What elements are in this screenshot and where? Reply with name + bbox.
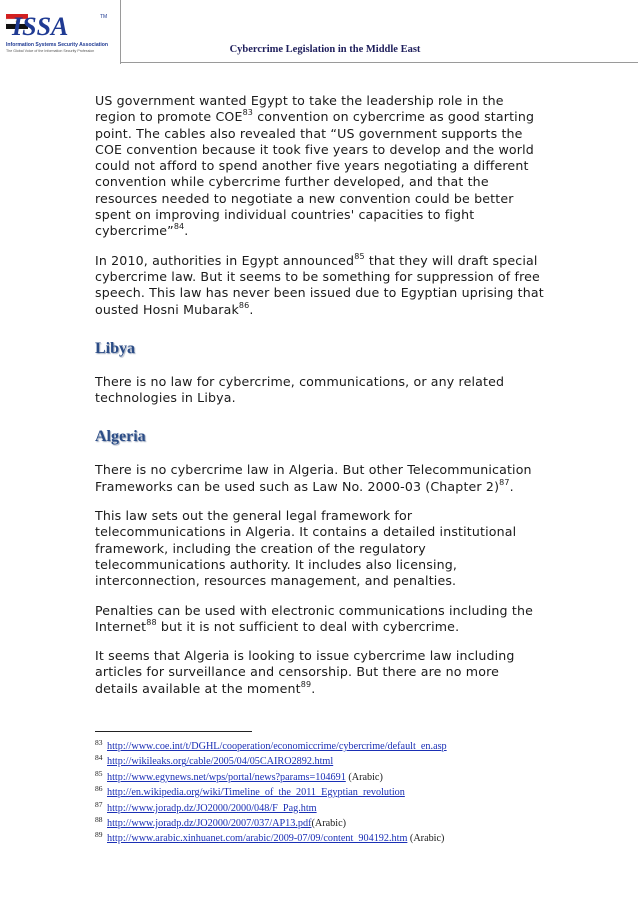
paragraph-algeria-framework: This law sets out the general legal framework for telecommunications in Algeria. It contains a detailed institutional framework, including the creation of the regulatory telecommunications authority. It includes also licensing, interconnection, resources management, and penalties. bbox=[95, 508, 517, 589]
paragraph-algeria-penalties: Penalties can be used with electronic communications including the Internet$^{88}$ but it is not sufficient to deal with cybercrime. bbox=[95, 602, 533, 634]
header-horizontal-divider bbox=[120, 62, 638, 63]
footnote-ref-87[interactable]: 87 bbox=[499, 477, 510, 487]
document-title: Cybercrime Legislation in the Middle East bbox=[229, 44, 421, 55]
footnote-85: 85 http://www.egynews.net/wps/portal/news?params=104691 (Arabic) bbox=[95, 768, 383, 783]
page-body bbox=[95, 93, 545, 710]
footnote-separator bbox=[95, 731, 252, 732]
footnote-link[interactable]: http://www.egynews.net/wps/portal/news?params=104691 bbox=[107, 771, 346, 783]
footnote-84: 84 http://wikileaks.org/cable/2005/04/05CAIRO2892.html bbox=[95, 753, 334, 768]
footnote-link[interactable]: http://wikileaks.org/cable/2005/04/05CAIRO2892.html bbox=[107, 756, 334, 768]
paragraph-egypt-coe: US government wanted Egypt to take the leadership role in the region to promote COE$^{83}$ convention on cybercrime as good starting point. The cables also revealed that “US government supports the COE convention because it took five years to develop and the world could not afford to spend another five years negotiating a different convention while cybercrime further developed, and that the resources needed to negotiate a new convention could be better spent on improving individual countries' capacities to fight cybercrime”$^{84}$. bbox=[95, 93, 535, 239]
footnote-89: 89 http://www.arabic.xinhuanet.com/arabic/2009-07/09/content_904192.htm (Arabic) bbox=[95, 830, 445, 845]
footnote-88: 88 http://www.joradp.dz/JO2000/2007/037/AP13.pdf(Arabic) bbox=[95, 815, 347, 830]
footnote-link[interactable]: http://www.coe.int/t/DGHL/cooperation/economiccrime/cybercrime/default_en.asp bbox=[107, 741, 447, 752]
svg-text:Information Systems Security A: Information Systems Security Association bbox=[6, 42, 108, 48]
footnote-link[interactable]: http://en.wikipedia.org/wiki/Timeline_of_the_2011_Egyptian_revolution bbox=[107, 787, 405, 799]
footnote-link[interactable]: http://www.joradp.dz/JO2000/2007/037/AP13.pdf bbox=[107, 818, 312, 830]
footnote-ref-84[interactable]: 84 bbox=[173, 222, 185, 232]
issa-logo bbox=[4, 8, 116, 56]
paragraph-egypt-2010: In 2010, authorities in Egypt announced$^{85}$ that they will draft special cybercrime law. But it seems to be something for suppression of free speech. This law has never been issued due to Egyptian uprising that ousted Hosni Mubarak$^{86}$. bbox=[95, 251, 544, 317]
footnote-86: 86 http://en.wikipedia.org/wiki/Timeline_of_the_2011_Egyptian_revolution bbox=[95, 784, 405, 799]
svg-text:The Global Voice of the Inform: The Global Voice of the Information Security Profession bbox=[6, 49, 95, 53]
footnote-87: 87 http://www.joradp.dz/JO2000/2000/048/F_Pag.htm bbox=[95, 799, 317, 814]
paragraph-algeria-law: There is no cybercrime law in Algeria. But other Telecommunication Frameworks can be used such as Law No. 2000-03 (Chapter 2)$^{87}$. bbox=[95, 462, 532, 494]
footnote-ref-86[interactable]: 86 bbox=[238, 300, 250, 310]
footnote-link[interactable]: http://www.arabic.xinhuanet.com/arabic/2009-07/09/content_904192.htm bbox=[107, 833, 408, 845]
page-header bbox=[0, 0, 638, 64]
footnote-ref-89[interactable]: 89 bbox=[300, 679, 312, 689]
heading-algeria: Algeria bbox=[95, 428, 146, 446]
footnote-link[interactable]: http://www.joradp.dz/JO2000/2000/048/F_Pag.htm bbox=[107, 802, 317, 814]
heading-libya: Libya bbox=[95, 339, 136, 357]
svg-text:ISSA: ISSA bbox=[12, 12, 69, 41]
footnote-83: 83 http://www.coe.int/t/DGHL/cooperation/economiccrime/cybercrime/default_en.asp bbox=[95, 738, 447, 752]
svg-text:TM: TM bbox=[100, 14, 108, 20]
footnote-ref-85[interactable]: 85 bbox=[354, 251, 365, 261]
footnote-ref-83[interactable]: 83 bbox=[242, 108, 254, 118]
paragraph-libya: There is no law for cybercrime, communications, or any related technologies in Libya. bbox=[95, 373, 505, 406]
footnote-ref-88[interactable]: 88 bbox=[146, 617, 157, 627]
paragraph-algeria-future: It seems that Algeria is looking to issue cybercrime law including articles for surveillance and censorship. But there are no more details available at the moment$^{89}$. bbox=[95, 648, 515, 696]
footnotes bbox=[95, 737, 565, 845]
